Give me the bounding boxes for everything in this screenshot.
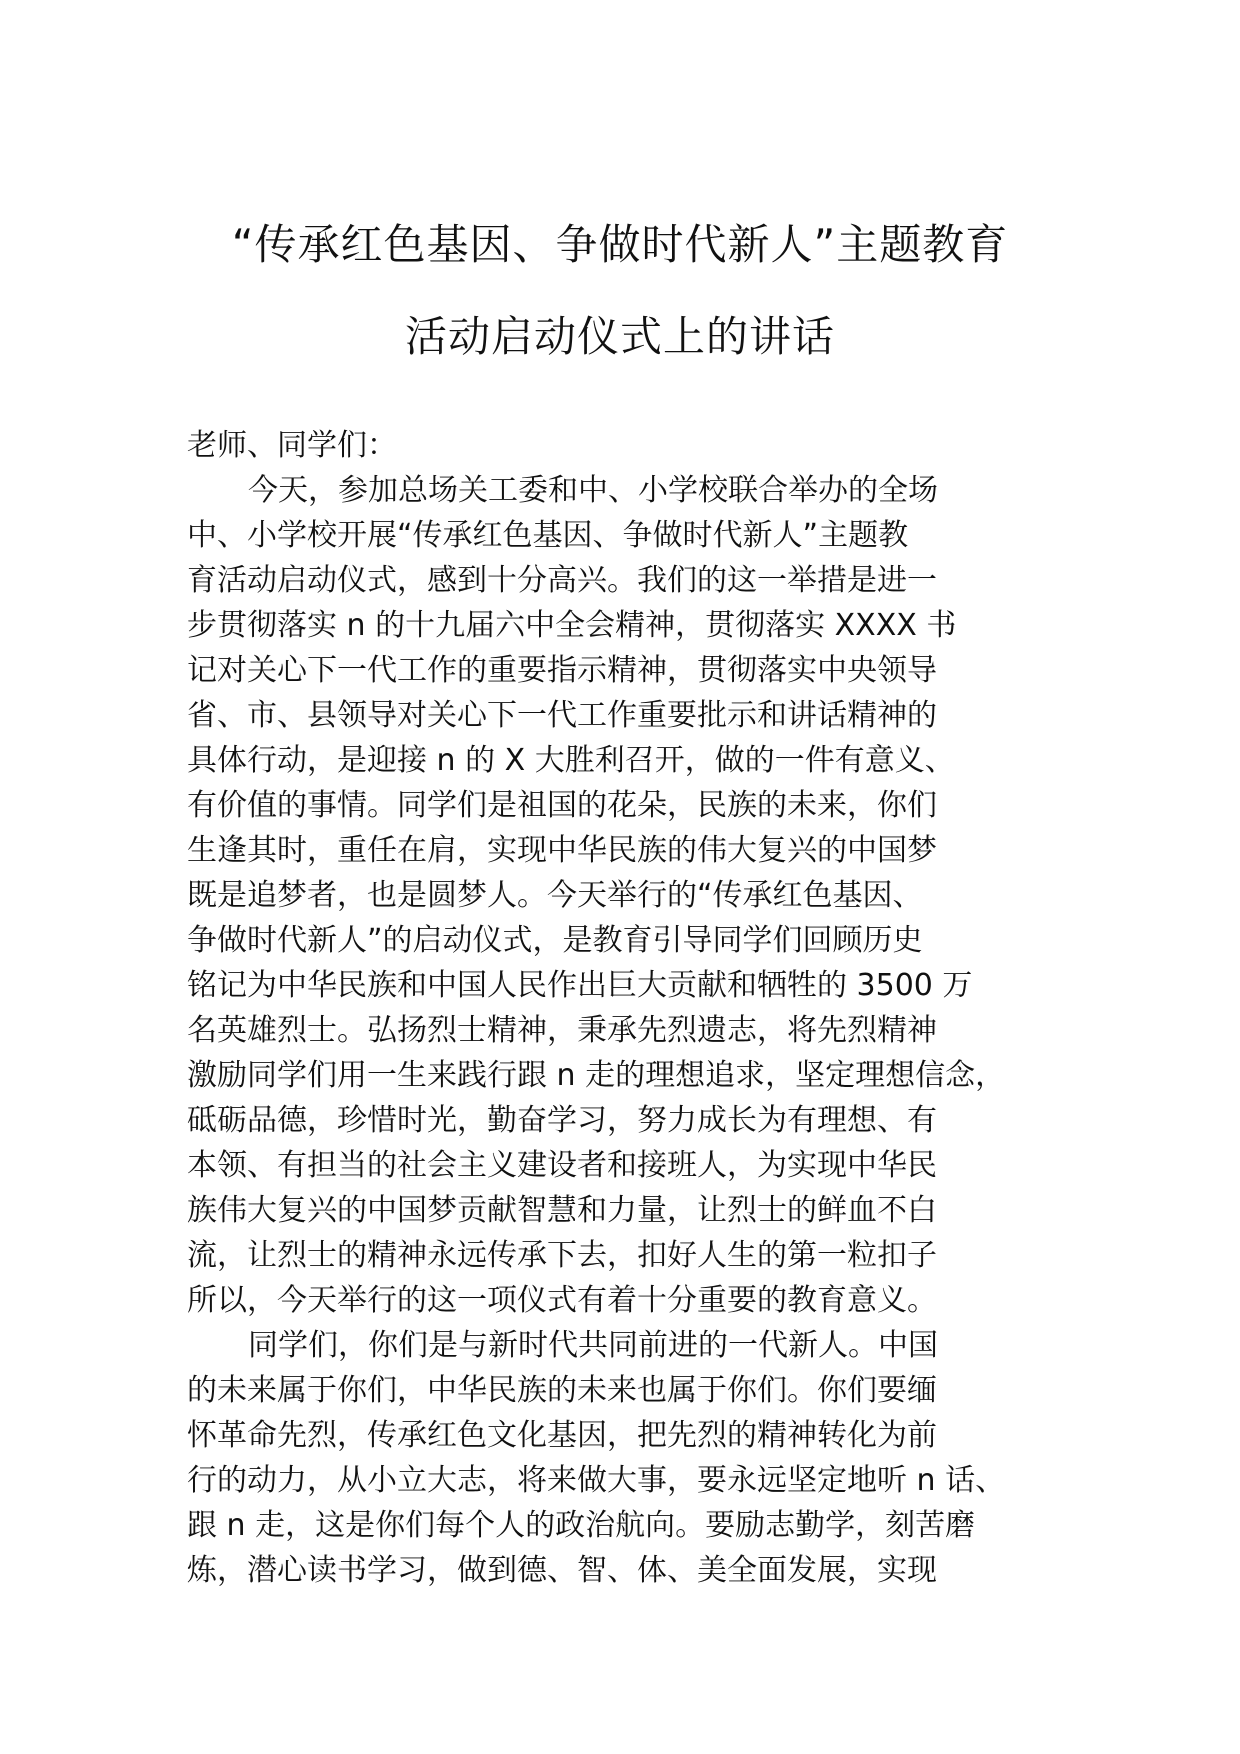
paragraph-line: 行的动力，从小立大志，将来做大事，要永远坚定地听 n 话、 [187,1463,1006,1498]
paragraph-line: 名英雄烈士。弘扬烈士精神，秉承先烈遗志，将先烈精神 [187,1013,937,1048]
paragraph-line: 育活动启动仪式，感到十分高兴。我们的这一举措是进一 [187,563,937,598]
greeting: 老师、同学们： [187,428,397,463]
paragraph-line: 跟 n 走，这是你们每个人的政治航向。要励志勤学，刻苦磨 [187,1508,976,1543]
paragraph-line: 炼，潜心读书学习，做到德、智、体、美全面发展，实现 [187,1553,937,1588]
paragraph-line: 本领、有担当的社会主义建设者和接班人，为实现中华民 [187,1148,937,1183]
paragraph-1 [187,468,1067,1323]
paragraph-line: 争做时代新人”的启动仪式，是教育引导同学们回顾历史 [187,923,923,958]
paragraph-line: 今天，参加总场关工委和中、小学校联合举办的全场 [248,473,938,508]
paragraph-line: 族伟大复兴的中国梦贡献智慧和力量，让烈士的鲜血不白 [187,1193,937,1228]
paragraph-line: 步贯彻落实 n 的十九届六中全会精神，贯彻落实 XXXX 书 [187,608,957,643]
paragraph-line: 有价值的事情。同学们是祖国的花朵，民族的未来，你们 [187,788,937,823]
paragraph-line: 激励同学们用一生来践行跟 n 走的理想追求，坚定理想信念， [187,1058,1006,1093]
document-title-line-2: 活动启动仪式上的讲话 [404,312,835,361]
paragraph-line: 铭记为中华民族和中国人民作出巨大贡献和牺牲的 3500 万 [187,968,973,1003]
paragraph-line: 既是追梦者，也是圆梦人。今天举行的“传承红色基因、 [187,878,923,913]
paragraph-line: 具体行动，是迎接 n 的 X 大胜利召开，做的一件有意义、 [187,743,955,778]
paragraph-line: 生逢其时，重任在肩，实现中华民族的伟大复兴的中国梦 [187,833,937,868]
paragraph-line: 流，让烈士的精神永远传承下去，扣好人生的第一粒扣子 [187,1238,937,1273]
paragraph-line: 所以，今天举行的这一项仪式有着十分重要的教育意义。 [187,1283,937,1318]
paragraph-line: 怀革命先烈，传承红色文化基因，把先烈的精神转化为前 [187,1418,937,1453]
paragraph-line: 同学们，你们是与新时代共同前进的一代新人。中国 [248,1328,938,1363]
paragraph-line: 砥砺品德，珍惜时光，勤奋学习，努力成长为有理想、有 [187,1103,937,1138]
paragraph-line: 中、小学校开展“传承红色基因、争做时代新人”主题教 [187,518,909,553]
document-title-line-1: “传承红色基因、争做时代新人”主题教育 [231,220,1009,269]
paragraph-line: 的未来属于你们，中华民族的未来也属于你们。你们要缅 [187,1373,937,1408]
paragraph-line: 记对关心下一代工作的重要指示精神，贯彻落实中央领导 [187,653,937,688]
speech-body [187,423,1067,1593]
paragraph-line: 省、市、县领导对关心下一代工作重要批示和讲话精神的 [187,698,937,733]
paragraph-2 [187,1323,1067,1593]
